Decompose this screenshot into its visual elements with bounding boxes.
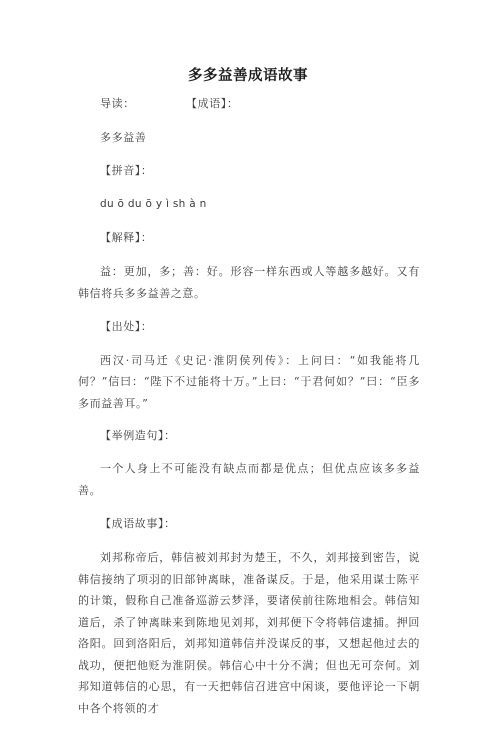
document-body [78, 93, 420, 732]
source-text: 西汉·司马迁《史记·淮阴侯列传》：上问曰：“如我能将几何？”信曰：“陛下不过能将十万。”上曰：“于君何如？”曰：“臣多多而益善耳。” [78, 353, 420, 410]
explain-text: 益：更加，多；善：好。形容一样东西或人等越多越好。又有韩信将兵多多益善之意。 [78, 264, 420, 300]
pinyin-heading: 【拼音】： [100, 164, 153, 178]
idiom-text: 多多益善 [100, 130, 147, 144]
intro-label: 导读： [100, 97, 135, 110]
source-heading: 【出处】： [100, 320, 153, 334]
intro-line [78, 93, 420, 115]
story-text: 刘邦称帝后，韩信被刘邦封为楚王，不久，刘邦接到密告，说韩信接纳了项羽的旧部钟离昧，准备谋反。于是，他采用谋士陈平的计策，假称自己准备巡游云梦泽，要诸侯前往陈地相会。韩信知道后，杀了钟离昧来到陈地见刘邦，刘邦便下令将韩信逮捕。押回洛阳。回到洛阳后，刘邦知道韩信并没谋反的事，又想起他过去的战功，便把他贬为淮阴侯。韩信心中十分不满；但也无可奈何。刘邦知道韩信的心思，有一天把韩信召进宫中闲谈，要他评论一下朝中各个将领的才 [78, 550, 420, 716]
page-title: 多多益善成语故事 [188, 68, 308, 84]
pinyin-text: du ō du ō y ì sh à n [100, 197, 207, 210]
story-heading: 【成语故事】： [100, 517, 176, 531]
explain-heading: 【解释】： [100, 231, 153, 245]
idiom-heading: 【成语】： [186, 97, 239, 110]
example-heading: 【举例造句】： [100, 428, 176, 442]
example-text: 一个人身上不可能没有缺点而都是优点；但优点应该多多益善。 [78, 462, 420, 497]
